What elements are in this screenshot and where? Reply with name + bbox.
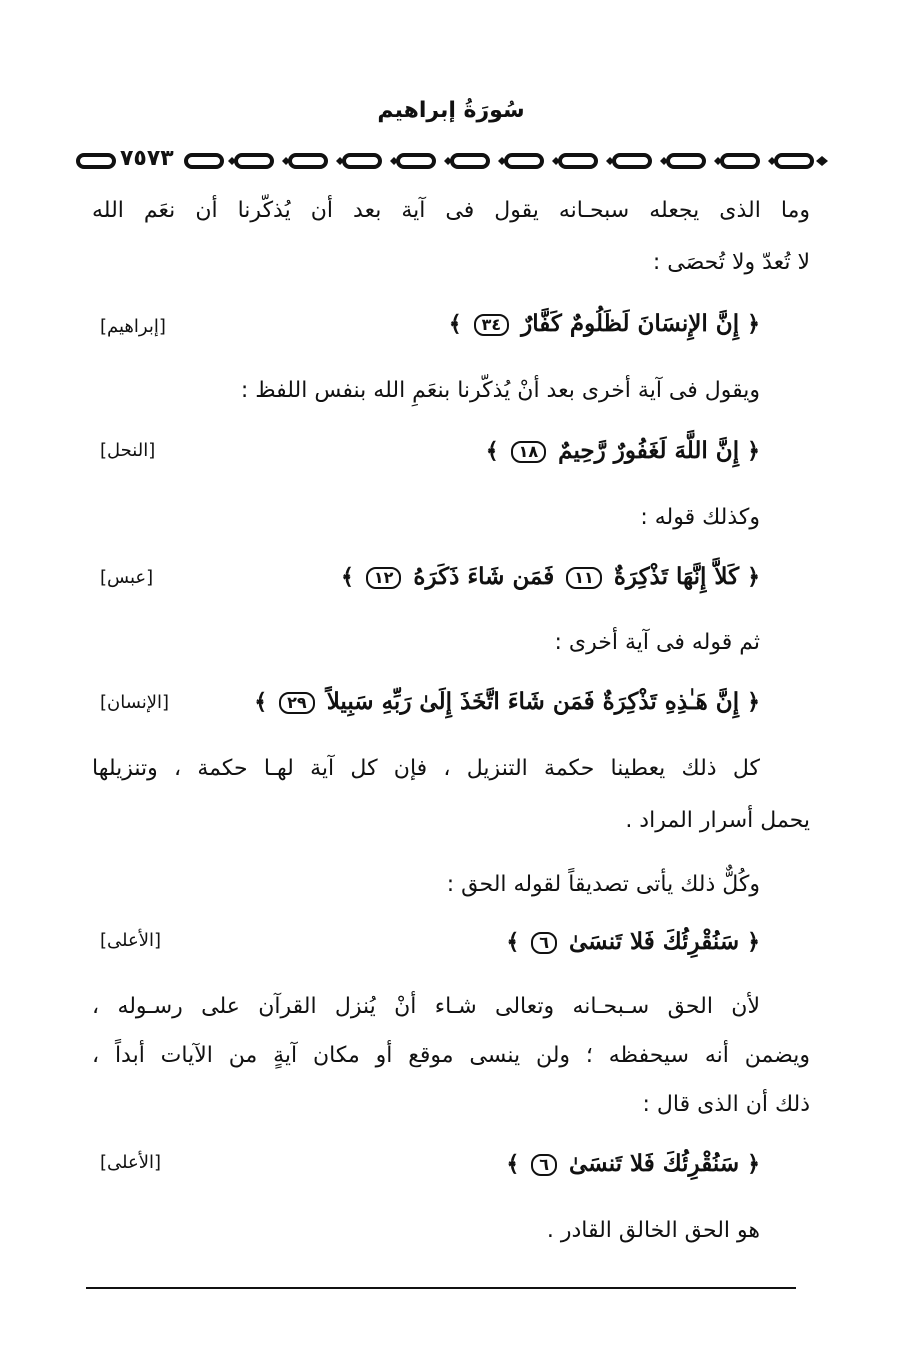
paragraph-line: وما الذى يجعله سبحـانه يقول فى آية بعد أن يُذكّرنا أن نعَم الله <box>92 198 810 223</box>
paragraph-line: كل ذلك يعطينا حكمة التنزيل ، فإن كل آية لهـا حكمة ، وتنزيلها <box>92 756 760 781</box>
paragraph-line: ويضمن أنه سيحفظه ؛ ولن ينسى موقع أو مكان آيةٍ من الآيات أبداً ، <box>92 1043 810 1068</box>
verse-text: كَلاَّ إِنَّهَا تَذْكِرَةٌ <box>613 563 740 590</box>
verse-open-bracket-icon: ﴿ <box>747 690 760 715</box>
verse-number: ١٢ <box>366 567 402 589</box>
verse-number: ٦ <box>531 1154 557 1176</box>
verse-text: سَنُقْرِئُكَ فَلا تَنسَىٰ <box>569 1150 740 1177</box>
paragraph-line: لأن الحق سـبحـانه وتعالى شـاء أنْ يُنزل القرآن على رسـوله ، <box>92 994 760 1019</box>
verse-text: فَمَن شَاءَ ذَكَرَهُ <box>413 563 555 590</box>
paragraph-line: لا تُعدّ ولا تُحصَى : <box>652 250 810 275</box>
verse-reference: [الإنسان] <box>100 692 170 713</box>
quran-verse <box>254 688 760 715</box>
verse-number: ١١ <box>566 567 602 589</box>
quran-verse <box>449 310 760 337</box>
verse-text: سَنُقْرِئُكَ فَلا تَنسَىٰ <box>569 928 740 955</box>
verse-text: إِنَّ اللَّهَ لَغَفُورٌ رَّحِيمٌ <box>558 437 740 464</box>
verse-open-bracket-icon: ﴿ <box>747 930 760 955</box>
decorative-border <box>74 146 834 176</box>
verse-open-bracket-icon: ﴿ <box>747 439 760 464</box>
verse-reference: [إبراهيم] <box>100 316 166 337</box>
verse-number: ٦ <box>531 932 557 954</box>
verse-number: ١٨ <box>511 441 547 463</box>
quran-verse <box>486 437 760 464</box>
paragraph-line: يحمل أسرار المراد . <box>625 808 810 833</box>
paragraph-line: ويقول فى آية أخرى بعد أنْ يُذكّرنا بنعَمِ الله بنفس اللفظ : <box>240 378 760 403</box>
paragraph-line: ثم قوله فى آية أخرى : <box>554 630 760 655</box>
paragraph-line: وكذلك قوله : <box>640 505 760 530</box>
verse-open-bracket-icon: ﴿ <box>747 312 760 337</box>
verse-number: ٢٩ <box>279 692 315 714</box>
verse-close-bracket-icon: ﴾ <box>485 439 499 464</box>
verse-close-bracket-icon: ﴾ <box>448 312 462 337</box>
paragraph-line: هو الحق الخالق القادر . <box>546 1218 760 1243</box>
verse-close-bracket-icon: ﴾ <box>340 565 354 590</box>
paragraph-line: وكُلٌّ ذلك يأتى تصديقاً لقوله الحق : <box>446 872 760 897</box>
footer-divider <box>86 1287 796 1289</box>
page-number: ٧٥٧٣ <box>116 146 178 171</box>
quran-verse <box>506 928 760 955</box>
paragraph-line: ذلك أن الذى قال : <box>642 1092 810 1117</box>
verse-text: إِنَّ الإِنسَانَ لَظَلُومٌ كَفَّارٌ <box>521 310 740 337</box>
verse-close-bracket-icon: ﴾ <box>506 1152 520 1177</box>
verse-text: إِنَّ هَـٰذِهِ تَذْكِرَةٌ فَمَن شَاءَ اتَّخَذَ إِلَىٰ رَبِّهِ سَبِيلاً <box>326 688 740 715</box>
verse-open-bracket-icon: ﴿ <box>747 1152 760 1177</box>
verse-close-bracket-icon: ﴾ <box>506 930 520 955</box>
verse-number: ٣٤ <box>474 314 510 336</box>
quran-verse <box>341 563 760 590</box>
surah-title: سُورَةُ إبراهيم <box>377 98 525 123</box>
verse-reference: [النحل] <box>100 440 156 461</box>
verse-open-bracket-icon: ﴿ <box>747 565 760 590</box>
verse-close-bracket-icon: ﴾ <box>254 690 268 715</box>
quran-verse <box>506 1150 760 1177</box>
verse-reference: [الأعلى] <box>100 1152 162 1173</box>
verse-reference: [عبس] <box>100 567 154 588</box>
verse-reference: [الأعلى] <box>100 930 162 951</box>
